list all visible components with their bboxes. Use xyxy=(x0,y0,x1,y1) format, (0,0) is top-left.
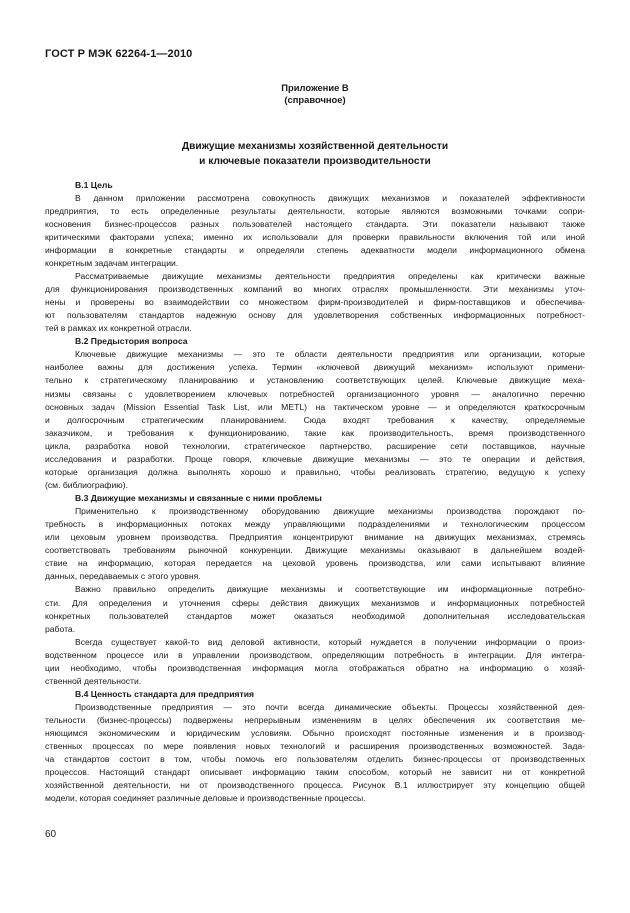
text-line: ют пользователям стандартов надежную основу для удовлетворения собственных информационных потребност- xyxy=(45,310,585,321)
appendix-note: (справочное) xyxy=(284,94,346,105)
text-line: требность в информационных потоках между управляющими подразделениями и технологическим процессом xyxy=(45,519,585,530)
text-line: сти. Для определения и уточнения сферы действия движущих механизмов и информационных потребностей xyxy=(45,597,585,608)
text-line: тей в рамках их конкретной отрасли. xyxy=(45,323,192,334)
appendix-title: Приложение В xyxy=(281,82,349,93)
text-line: ствие на информацию, которая передается на цеховой уровень производства, или сами испытывают влияние xyxy=(45,558,585,569)
document-body xyxy=(45,179,585,806)
section-heading: В.2 Предыстория вопроса xyxy=(75,336,188,347)
text-line: конкретным задачам интеграции. xyxy=(45,257,179,268)
text-line: водственном процессе или в управлении производством, определяющим потребность в интеграции. Для интегра- xyxy=(45,649,585,660)
text-line: исследования и разработки. Проще говоря, ключевые движущие механизмы — это те операции и действия, xyxy=(45,453,585,464)
text-line: низмы связаны с удовлетворением ключевых потребностей организационного уровня — аналогично перечню xyxy=(45,388,585,399)
text-line: Производственные предприятия — это почти всегда динамические объекты. Процессы хозяйственной дея- xyxy=(75,702,585,712)
standard-header: ГОСТ Р МЭК 62264-1—2010 xyxy=(45,48,193,60)
text-line: критическими факторами успеха; именно их использовали для проверки правильности включения той или иной xyxy=(45,231,585,242)
text-line: (см. библиографию). xyxy=(45,479,128,490)
text-line: модели, которая соединяет различные деловые и производственные процессы. xyxy=(45,793,366,804)
text-line: тельно к стратегическому планированию и установлению соответствующих целей. Ключевые движущие меха- xyxy=(45,375,585,386)
text-line: работа. xyxy=(45,623,76,634)
text-line: ственных процессах по мере появления новых технологий и расширения производственных возможностей. Зада- xyxy=(45,741,585,752)
text-line: наиболее важны для достижения успеха. Термин «ключевой движущий механизм» используют примени- xyxy=(45,362,585,373)
text-line: тельности (бизнес-процессы) подвержены непрерывным изменениям в целях обеспечения их соответствия ме- xyxy=(45,715,585,726)
text-line: хозяйственной деятельности, ни от производственного процесса. Рисунок В.1 иллюстрирует эту концепцию общей xyxy=(45,780,585,791)
document-title-line-2: и ключевые показатели производительности xyxy=(199,156,431,167)
text-line: заказчиком, и требования к функционированию, такие как производительность, время производственного xyxy=(45,427,585,438)
text-line: косновения бизнес-процессов разных пользователей настоящего стандарта. Эти показатели называют также xyxy=(45,218,585,229)
text-line: информации в конкретные стандарты и определяли степень адекватности модели информационного обмена xyxy=(45,244,585,255)
text-line: для функционирования производственных компаний во многих отраслях промышленности. Эти механизмы уточ- xyxy=(45,284,585,294)
section-heading: В.1 Цель xyxy=(75,179,113,190)
section-heading: В.3 Движущие механизмы и связанные с ними проблемы xyxy=(75,493,322,503)
text-line: ции необходимо, чтобы производственная информация могла отображаться обратно на информацию о хозяй- xyxy=(45,662,585,673)
text-line: нены и проверены во взаимодействии со множеством фирм-производителей и фирм-поставщиков и обеспечива- xyxy=(45,297,585,308)
text-line: няющимся экономическим и юридическим условиям. Обычно происходят постоянные изменения и в производ- xyxy=(45,728,585,739)
text-line: и долгосрочным стратегическим планированием. Сюда входят требования к качеству, определяемые xyxy=(45,414,585,425)
text-line: Рассматриваемые движущие механизмы деятельности предприятия определены как критически важные xyxy=(75,270,585,281)
text-line: Ключевые движущие механизмы — это те области деятельности предприятия или организации, которые xyxy=(75,349,585,360)
text-line: данных, передаваемых с этого уровня. xyxy=(45,571,201,582)
text-line: Применительно к производственному оборудованию движущие механизмы производства порождают по- xyxy=(75,506,585,517)
text-line: основных задач (Mission Essential Task List, или METL) на тактическом уровне — и определяются краткосрочным xyxy=(45,401,585,412)
text-line: процессов. Настоящий стандарт описывает информацию таким способом, который не зависит ни от конкретной xyxy=(45,767,585,778)
document-title-line-1: Движущие механизмы хозяйственной деятельности xyxy=(181,141,449,152)
text-line: соответствовать требованиям рыночной конкуренции. Движущие механизмы оказывают в дальнейшем воздей- xyxy=(45,545,585,556)
text-line: ча стандартов состоит в том, чтобы помочь его пользователям отделить бизнес-процессы от производственных xyxy=(45,754,585,765)
text-line: или цеховым уровнем производства. Предприятия концентрируют внимание на движущих механизмах, стремясь xyxy=(45,532,585,543)
text-line: которые организация должна выполнять хорошо и правильно, чтобы реализовать стратегию, ведущую к успеху xyxy=(45,466,585,477)
text-line: Всегда существует какой-то вид деловой активности, который нуждается в получении информации о произ- xyxy=(75,636,585,647)
text-line: ственной деятельности. xyxy=(45,675,142,686)
text-line: цикла, разработка новой технологии, стратегическое партнерство, расширение сети поставщиков, научные xyxy=(45,440,585,451)
text-line: предприятия, то есть определенные результаты деятельности, которые являются возможными точками сопри- xyxy=(45,205,585,216)
page-number: 60 xyxy=(45,829,57,840)
section-heading: В.4 Ценность стандарта для предприятия xyxy=(75,688,255,699)
text-line: Важно правильно определить движущие механизмы и соответствующие им информационные потребно- xyxy=(75,584,585,595)
text-line: конкретных пользователей стандартов может оказаться необходимой дополнительная исследовательская xyxy=(45,610,585,621)
text-line: В данном приложении рассмотрена совокупность движущих механизмов и показателей эффективности xyxy=(75,192,585,203)
